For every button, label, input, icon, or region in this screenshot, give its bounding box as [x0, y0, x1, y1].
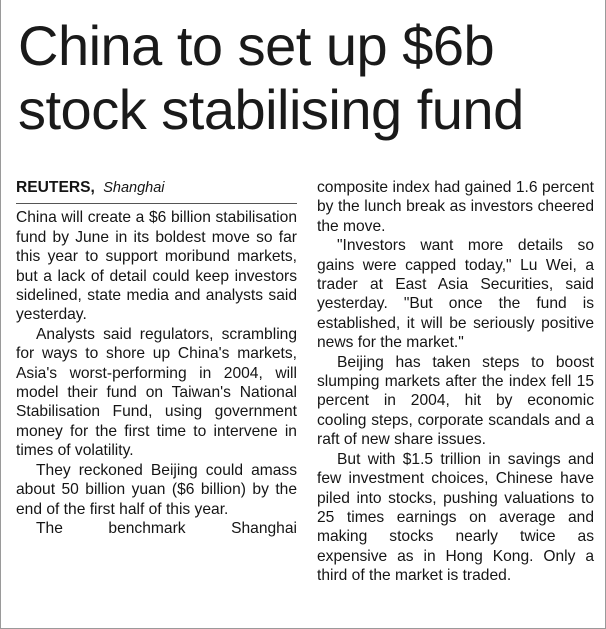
headline	[18, 14, 598, 142]
article-column-right	[317, 178, 594, 586]
paragraph: "Investors want more details so gains were capped today," Lu Wei, a trader at East Asia Securities, said yesterday. "But once the fund is established, it will be seriously positive news for the market."	[317, 237, 594, 352]
paragraph: But with $1.5 trillion in savings and few investment choices, Chinese have piled into stocks, pushing valuations to 25 times earnings on average and making stocks nearly twice as expensive as in Hong Kong. Only a third of the market is traded.	[317, 450, 594, 585]
byline	[16, 178, 297, 204]
paragraph: composite index had gained 1.6 percent by the lunch break as investors cheered the move.	[317, 179, 594, 235]
dateline: Shanghai	[103, 180, 165, 196]
paragraph: The benchmark Shanghai	[36, 519, 297, 537]
headline-line-1: China to set up $6b	[18, 14, 495, 77]
paragraph: Beijing has taken steps to boost slumping markets after the index fell 15 percent in 2004, hit by economic cooling steps, corporate scandals and a raft of new share issues.	[317, 353, 594, 449]
news-agency: REUTERS,	[16, 179, 95, 196]
paragraph: They reckoned Beijing could amass about 50 billion yuan ($6 billion) by the end of the first half of this year.	[16, 461, 297, 518]
paragraph: China will create a $6 billion stabilisation fund by June in its boldest move so far this year to support moribund markets, but a lack of detail could keep investors sidelined, state media and analysts said yesterday.	[16, 209, 297, 324]
paragraph: Analysts said regulators, scrambling for ways to shore up China's markets, Asia's worst-performing in 2004, will model their fund on Taiwan's National Stabilisation Fund, using government money for the first time to intervene in times of volatility.	[16, 325, 297, 460]
clipping-left-border	[0, 0, 1, 629]
headline-line-2: stock stabilising fund	[18, 78, 524, 141]
article-column-left	[16, 178, 297, 538]
